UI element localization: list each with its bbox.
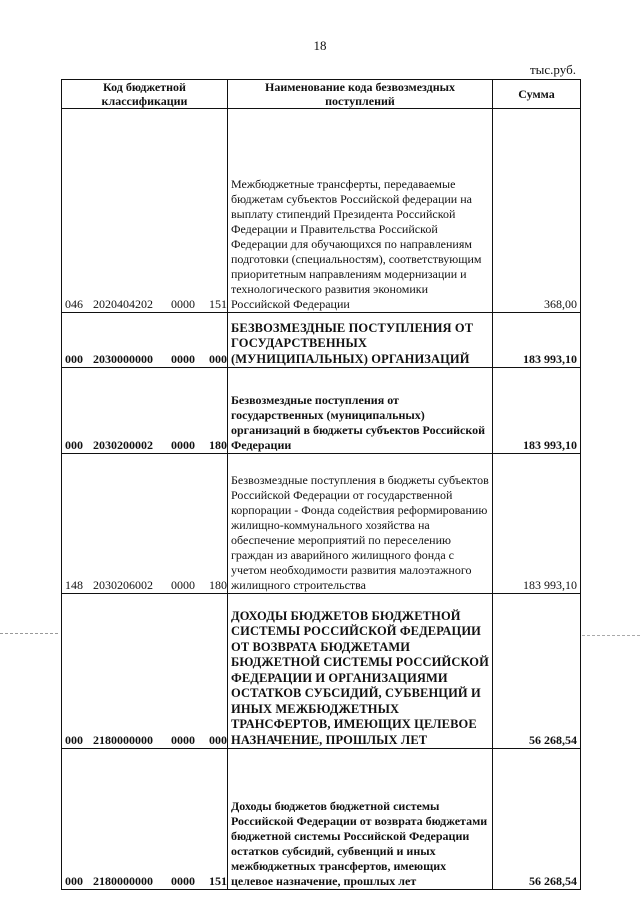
code-main: 2020404202 [93, 297, 153, 311]
budget-table [61, 79, 581, 890]
header-code: Код бюджетной классификации [62, 80, 228, 109]
code-kind: 151 [209, 874, 227, 888]
code-kind: 000 [209, 352, 227, 366]
table-row [62, 368, 581, 454]
code-main: 2030000000 [93, 352, 153, 366]
row-amount: 56 268,54 [493, 749, 581, 890]
code-program: 0000 [171, 352, 195, 366]
code-main: 2180000000 [93, 874, 153, 888]
scan-artifact-left [0, 633, 58, 634]
code-main: 2030206002 [93, 578, 153, 592]
scan-artifact-right [582, 635, 640, 636]
row-name: БЕЗВОЗМЕЗДНЫЕ ПОСТУПЛЕНИЯ ОТ ГОСУДАРСТВЕННЫХ (МУНИЦИПАЛЬНЫХ) ОРГАНИЗАЦИЙ [228, 313, 493, 368]
code-admin: 000 [65, 352, 83, 366]
code-admin: 046 [65, 297, 83, 311]
table-row [62, 749, 581, 890]
code-program: 0000 [171, 297, 195, 311]
row-amount: 183 993,10 [493, 368, 581, 454]
row-amount: 183 993,10 [493, 313, 581, 368]
row-name: Безвозмездные поступления в бюджеты субъектов Российской Федерации от государственной корпорации - Фонда содействия реформированию жилищно-коммунального хозяйства на обеспечение мероприятий по переселению граждан из аварийного жилищного фонда с учетом необходимости развития малоэтажного жилищного строительства [228, 454, 493, 594]
row-code [62, 109, 228, 313]
unit-label: тыс.руб. [530, 62, 576, 77]
header-name: Наименование кода безвозмездных поступлений [228, 80, 493, 109]
row-code [62, 368, 228, 454]
code-program: 0000 [171, 733, 195, 747]
row-name: Межбюджетные трансферты, передаваемые бюджетам субъектов Российской федерации на выплату стипендий Президента Российской Федерации и Правительства Российской Федерации для обучающихся по направлениям подготовки (специальностям), соответствующим приоритетным направлениям модернизации и технологического развития экономики Российской Федерации [228, 109, 493, 313]
row-name: Безвозмездные поступления от государственных (муниципальных) организаций в бюджеты субъектов Российской Федерации [228, 368, 493, 454]
code-main: 2180000000 [93, 733, 153, 747]
code-admin: 000 [65, 874, 83, 888]
header-row [62, 80, 581, 109]
table-row [62, 454, 581, 594]
code-kind: 180 [209, 438, 227, 452]
code-main: 2030200002 [93, 438, 153, 452]
row-name: Доходы бюджетов бюджетной системы Российской Федерации от возврата бюджетами бюджетной системы Российской Федерации остатков субсидий, субвенций и иных межбюджетных трансфертов, имеющих целевое назначение, прошлых лет [228, 749, 493, 890]
row-amount: 56 268,54 [493, 594, 581, 749]
table-row [62, 594, 581, 749]
row-code [62, 594, 228, 749]
code-kind: 151 [209, 297, 227, 311]
header-amount: Сумма [493, 80, 581, 109]
row-name: ДОХОДЫ БЮДЖЕТОВ БЮДЖЕТНОЙ СИСТЕМЫ РОССИЙСКОЙ ФЕДЕРАЦИИ ОТ ВОЗВРАТА БЮДЖЕТАМИ БЮДЖЕТНОЙ СИСТЕМЫ РОССИЙСКОЙ ФЕДЕРАЦИИ И ОРГАНИЗАЦИЯМИ ОСТАТКОВ СУБСИДИЙ, СУБВЕНЦИЙ И ИНЫХ МЕЖБЮДЖЕТНЫХ ТРАНСФЕРТОВ, ИМЕЮЩИХ ЦЕЛЕВОЕ НАЗНАЧЕНИЕ, ПРОШЛЫХ ЛЕТ [228, 594, 493, 749]
page-number: 18 [313, 38, 327, 53]
table-row [62, 313, 581, 368]
row-amount: 183 993,10 [493, 454, 581, 594]
code-program: 0000 [171, 438, 195, 452]
row-code [62, 313, 228, 368]
code-admin: 000 [65, 438, 83, 452]
table-row [62, 109, 581, 313]
code-kind: 000 [209, 733, 227, 747]
code-admin: 000 [65, 733, 83, 747]
code-admin: 148 [65, 578, 83, 592]
row-amount: 368,00 [493, 109, 581, 313]
row-code [62, 454, 228, 594]
code-program: 0000 [171, 874, 195, 888]
code-program: 0000 [171, 578, 195, 592]
row-code [62, 749, 228, 890]
code-kind: 180 [209, 578, 227, 592]
